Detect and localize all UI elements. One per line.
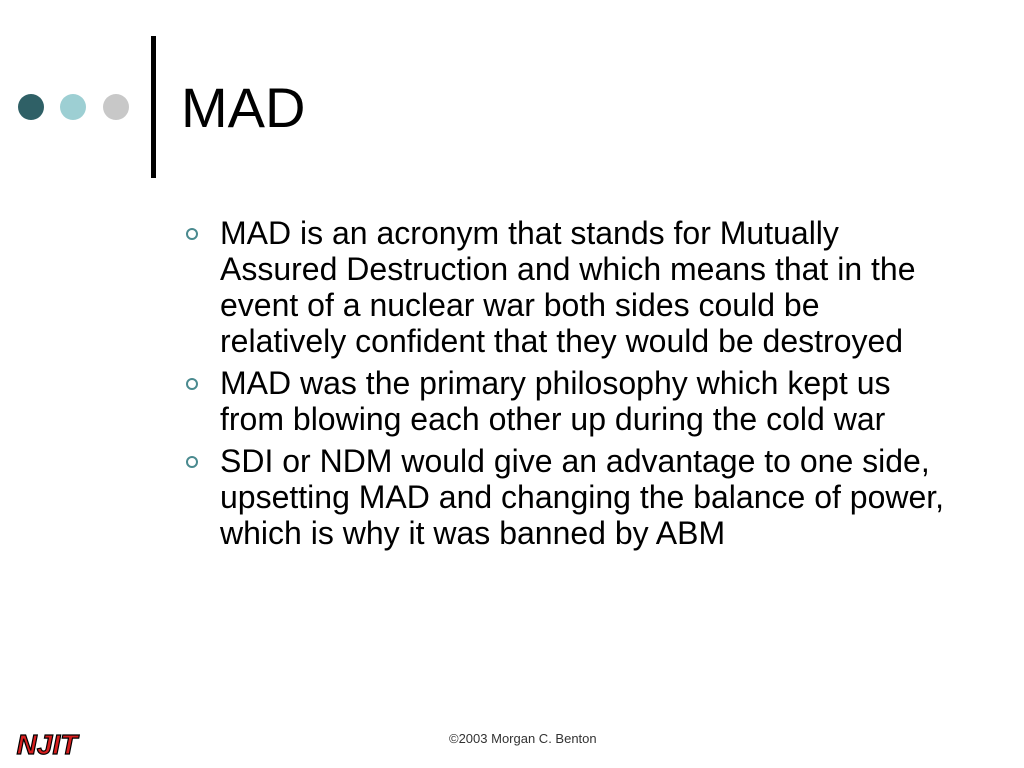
bullet-text: MAD is an acronym that stands for Mutually Assured Destruction and which means that in the event of a nuclear war both sides could be relatively confident that they would be destroyed — [220, 215, 916, 359]
decorative-dot-gray — [103, 94, 129, 120]
decorative-dot-light — [60, 94, 86, 120]
slide-title: MAD — [181, 76, 306, 139]
njit-logo — [8, 727, 86, 761]
decorative-dot-dark — [18, 94, 44, 120]
njit-logo-text: NJIT — [16, 729, 78, 760]
footer-copyright: ©2003 Morgan C. Benton — [449, 731, 597, 746]
bullet-ring-icon — [186, 378, 198, 390]
title-divider — [151, 36, 156, 178]
bullet-ring-icon — [186, 228, 198, 240]
bullet-item — [184, 215, 954, 359]
bullet-text: SDI or NDM would give an advantage to one side, upsetting MAD and changing the balance of power, which is why it was banned by ABM — [220, 443, 945, 551]
bullet-item — [184, 365, 954, 437]
bullet-text: MAD was the primary philosophy which kept us from blowing each other up during the cold war — [220, 365, 891, 437]
bullet-list — [184, 215, 954, 557]
bullet-item — [184, 443, 954, 551]
bullet-ring-icon — [186, 456, 198, 468]
